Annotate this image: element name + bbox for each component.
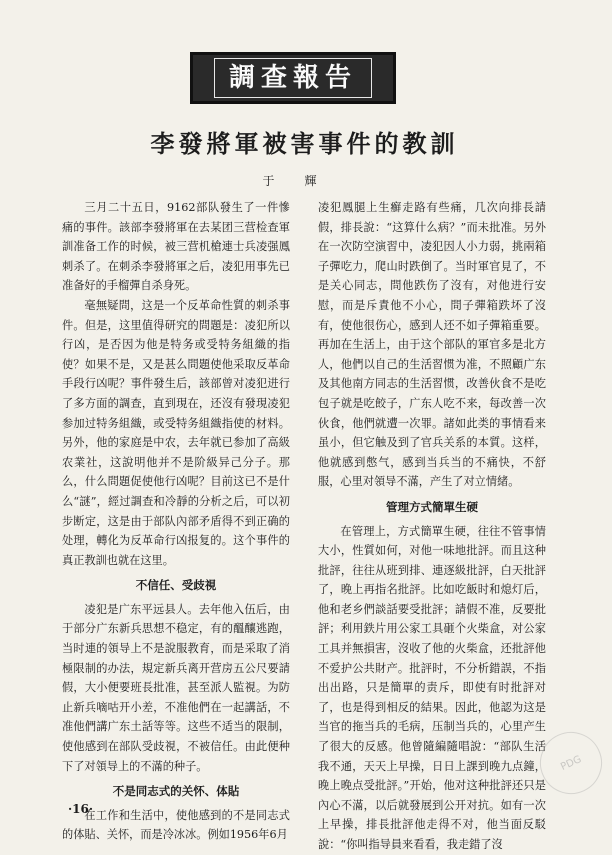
watermark-stamp: PDG — [530, 722, 612, 804]
paragraph: 三月二十五日，9162部队發生了一件慘痛的事件。該部李發將軍在去某团三营检查軍訓准备工作的时候，被三营机槍連士兵凌强鳳刺杀了。在刺杀李發將軍之后，凌犯用事先已准备好的手榴彈自杀身死。 — [62, 201, 290, 293]
left-column — [62, 198, 290, 842]
section-heading: 管理方式簡單生硬 — [386, 499, 478, 514]
banner-text: 調查報告 — [214, 58, 372, 98]
paragraph: 毫無疑問，这是一个反革命性質的刺杀事件。但是，这里值得研究的問題是：凌犯所以行凶，是否因为他是特务或受特务組織的指使？如果不是，又是甚么問題使他采取反革命手段行凶呢？事件發生后，該部曾对凌犯进行了多方面的調查，直到現在，还沒有發現凌犯参加过特务組織，或受特务組織指使的材料。另外，他的家庭是中农，去年就已参加了高級农業社，这說明他并不是阶級异己分子。那么，什么問題促使他行凶呢？目前这已不是什么“謎”，經过調查和冷靜的分析之后，可以初步断定，这是由于部队內部矛盾得不到正确的处理，轉化为反革命行凶报复的。这个事件的真正教訓也就在这里。 — [62, 298, 290, 567]
author-byline: 于輝 — [262, 174, 347, 188]
paragraph: 在工作和生活中，使他感到的不是同志式的体貼、关怀，而是冷冰冰。例如1956年6月 — [62, 808, 290, 842]
right-column — [318, 198, 546, 851]
section-banner — [190, 52, 396, 104]
section-heading: 不是同志式的关怀、体貼 — [112, 784, 240, 799]
paragraph-continued: 凌犯鳳腿上生癬走路有些痛，几次向排長請假，排長說：“这算什么病？”而未批准。另外在一次防空演習中，凌犯因人小力弱，挑兩箱子彈吃力，爬山时跌倒了。当时軍官見了，不是关心同志，問他跌伤了沒有，对他进行安慰，而是斥責他不小心，問子彈箱跌坏了沒有，使他很伤心，感到人还不如子彈箱重要。再加在生活上，由于这个部队的軍官多是北方人，他們以自己的生活習惯为准，不照顧广东及其他南方同志的生活習惯，改善伙食不是吃包子就是吃餃子，广东人吃不来，每改善一次伙食，他們就遭一次罪。諸如此类的事情看来虽小，但它触及到了官兵关系的本質。这样，他就感到憋气，感到当兵当的不痛快，不舒服，心里对領导不滿，产生了对立情緒。 — [318, 201, 546, 489]
paragraph: 凌犯是广东平远县人。去年他入伍后，由于部分广东新兵思想不稳定，有的醞釀逃跑，当时連的領导上不是說服教育，而是采取了消極限制的办法，規定新兵离开营房五公尺要請假，大小便要班長批准，甚至派人監視。为防止新兵嘀咕开小差，不准他們在一起講話，不准他們講广东土話等等。这些不适当的限制，使他感到在部队受歧視，不被信任。由此便种下了对領导上的不滿的种子。 — [62, 602, 290, 773]
section-heading: 不信任、受歧視 — [135, 578, 217, 593]
paragraph: 在管理上，方式簡單生硬，往往不管事情大小，性質如何，对他一味地批評。而且这种批評，往往从班到排、連逐級批評，白天批評了，晚上再指名批評。比如吃飯时和熄灯后，他和老乡們談話要受批評；請假不准，反要批評；利用鉄片用公家工具砸个火柴盒，对公家工具并無損害，沒收了他的火柴盒，还批評他不爱护公共財产。批評时，不分析錯誤，不指出出路，只是簡單的责斥，即使有时批評对了，也是得到相反的結果。因此，他認为这是当官的拖当兵的毛病，压制当兵的，心里产生了很大的反感。他曾隨編隨唱說：“部队生活我不通，天天上早操，日日上課到晚九点鐘，晚上晚点受批評。”开始，他对这种批評还只是內心不滿，以后就發展到公开对抗。如有一次上早操，排長批評他走得不对，他当面反駁說：“你叫指导員来看看，我走錯了沒 — [318, 524, 546, 851]
page-number: ·16· — [68, 802, 94, 816]
article-title: 李發將軍被害事件的教訓 — [150, 130, 459, 158]
